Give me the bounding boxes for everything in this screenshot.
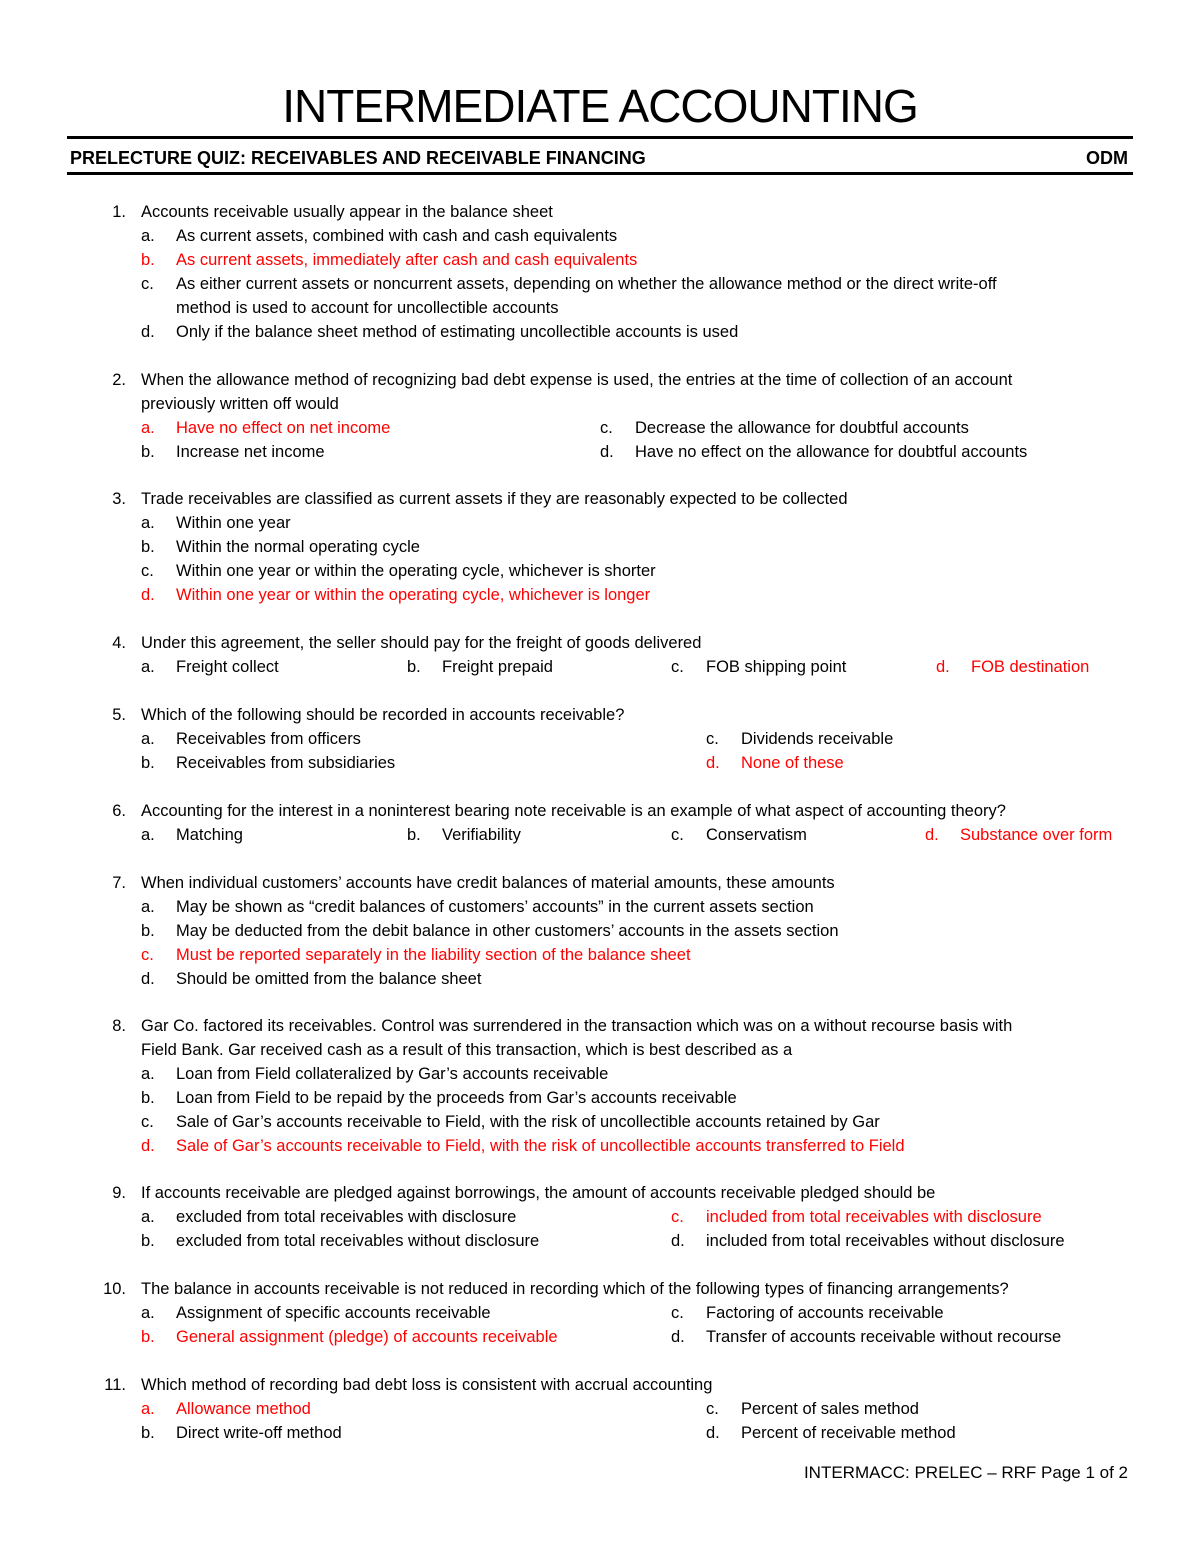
answer-option [0, 943, 1200, 967]
question-number: 8. [112, 1017, 126, 1035]
option-letter: b. [141, 251, 155, 269]
question-line [0, 799, 1200, 823]
option-text: Loan from Field collateralized by Gar’s accounts receivable [176, 1065, 609, 1083]
option-letter: d. [925, 826, 939, 844]
option-letter: c. [671, 1208, 684, 1226]
answer-option [0, 440, 1200, 464]
option-text: Must be reported separately in the liability section of the balance sheet [176, 946, 691, 964]
answer-option [0, 1325, 1200, 1349]
option-text: General assignment (pledge) of accounts receivable [176, 1328, 558, 1346]
option-text: Verifiability [442, 826, 521, 844]
answer-option [0, 727, 1200, 751]
question-line [0, 1277, 1200, 1301]
question-line [0, 631, 1200, 655]
option-text: Have no effect on the allowance for doubtful accounts [635, 443, 1028, 461]
option-letter: d. [706, 1424, 720, 1442]
question-line [0, 392, 1200, 416]
question-line [0, 200, 1200, 224]
option-text: method is used to account for uncollectible accounts [176, 299, 559, 317]
option-letter: b. [407, 826, 421, 844]
option-letter: a. [141, 419, 155, 437]
option-text: excluded from total receivables with disclosure [176, 1208, 517, 1226]
question-number: 3. [112, 490, 126, 508]
option-text: Assignment of specific accounts receivable [176, 1304, 491, 1322]
question-number: 11. [104, 1376, 126, 1394]
option-letter: d. [600, 443, 614, 461]
option-text: Have no effect on net income [176, 419, 391, 437]
answer-option [0, 919, 1200, 943]
option-text: Sale of Gar’s accounts receivable to Field, with the risk of uncollectible accounts retained by Gar [176, 1113, 880, 1131]
option-text: Freight prepaid [442, 658, 553, 676]
option-text: Direct write-off method [176, 1424, 342, 1442]
option-letter: c. [671, 826, 684, 844]
option-letter: a. [141, 1065, 155, 1083]
option-text: Within one year or within the operating cycle, whichever is shorter [176, 562, 656, 580]
header-rule-bottom [67, 172, 1133, 175]
answer-option [0, 1086, 1200, 1110]
option-text: Dividends receivable [741, 730, 894, 748]
option-text: Freight collect [176, 658, 279, 676]
option-letter: c. [706, 730, 719, 748]
option-text: Only if the balance sheet method of estimating uncollectible accounts is used [176, 323, 739, 341]
option-letter: b. [141, 1328, 155, 1346]
option-letter: d. [671, 1232, 685, 1250]
question-line [0, 487, 1200, 511]
option-letter: a. [141, 227, 155, 245]
option-letter: c. [671, 658, 684, 676]
option-text: Within one year [176, 514, 291, 532]
answer-option [0, 535, 1200, 559]
answer-option [0, 1301, 1200, 1325]
answer-option [0, 224, 1200, 248]
question-text: Which of the following should be recorded in accounts receivable? [141, 706, 625, 724]
question-text: Accounts receivable usually appear in the balance sheet [141, 203, 553, 221]
option-letter: d. [141, 1137, 155, 1155]
question-text: Trade receivables are classified as current assets if they are reasonably expected to be collected [141, 490, 848, 508]
option-letter: b. [141, 1232, 155, 1250]
option-letter: c. [600, 419, 613, 437]
answer-option [0, 751, 1200, 775]
answer-option [0, 511, 1200, 535]
question-line [0, 871, 1200, 895]
option-text: Increase net income [176, 443, 325, 461]
question-number: 4. [112, 634, 126, 652]
option-text: May be deducted from the debit balance in other customers’ accounts in the assets section [176, 922, 839, 940]
question-text: The balance in accounts receivable is not reduced in recording which of the following types of financing arrangements? [141, 1280, 1009, 1298]
option-letter: d. [141, 323, 155, 341]
option-text: Receivables from subsidiaries [176, 754, 396, 772]
option-text: May be shown as “credit balances of customers’ accounts” in the current assets section [176, 898, 814, 916]
question-number: 10. [103, 1280, 126, 1298]
question-number: 5. [112, 706, 126, 724]
option-text: Conservatism [706, 826, 807, 844]
answer-option [0, 559, 1200, 583]
option-letter: b. [141, 1424, 155, 1442]
option-letter: a. [141, 730, 155, 748]
question-line [0, 1181, 1200, 1205]
question-number: 1. [112, 203, 126, 221]
option-text: Decrease the allowance for doubtful accounts [635, 419, 969, 437]
answer-option [0, 1229, 1200, 1253]
option-letter: d. [141, 586, 155, 604]
option-letter: c. [141, 946, 154, 964]
question-number: 6. [112, 802, 126, 820]
option-letter: a. [141, 1400, 155, 1418]
question-text: If accounts receivable are pledged against borrowings, the amount of accounts receivable pledged should be [141, 1184, 936, 1202]
option-text: excluded from total receivables without disclosure [176, 1232, 540, 1250]
option-text: None of these [741, 754, 844, 772]
question-text: Gar Co. factored its receivables. Control was surrendered in the transaction which was on a without recourse basis with [141, 1017, 1013, 1035]
option-text: Allowance method [176, 1400, 311, 1418]
answer-option [0, 895, 1200, 919]
option-letter: b. [141, 754, 155, 772]
question-line [0, 1373, 1200, 1397]
option-text: Matching [176, 826, 243, 844]
option-text: Percent of receivable method [741, 1424, 956, 1442]
option-text: Factoring of accounts receivable [706, 1304, 944, 1322]
option-letter: a. [141, 826, 155, 844]
question-number: 9. [112, 1184, 126, 1202]
option-text: Within the normal operating cycle [176, 538, 420, 556]
option-letter: c. [141, 562, 154, 580]
option-text: included from total receivables with disclosure [706, 1208, 1042, 1226]
answer-option [0, 320, 1200, 344]
option-letter: a. [141, 1304, 155, 1322]
question-number: 2. [112, 371, 126, 389]
option-text: Substance over form [960, 826, 1113, 844]
option-letter: a. [141, 898, 155, 916]
option-letter: b. [141, 1089, 155, 1107]
question-text: Under this agreement, the seller should pay for the freight of goods delivered [141, 634, 702, 652]
answer-option [0, 1062, 1200, 1086]
answer-option [0, 583, 1200, 607]
option-text: Percent of sales method [741, 1400, 919, 1418]
option-letter: d. [671, 1328, 685, 1346]
answer-option [0, 1110, 1200, 1134]
option-text: Within one year or within the operating cycle, whichever is longer [176, 586, 651, 604]
answer-option [0, 296, 1200, 320]
document-title: INTERMEDIATE ACCOUNTING [282, 80, 918, 132]
option-text: Transfer of accounts receivable without recourse [706, 1328, 1062, 1346]
answer-option [0, 1134, 1200, 1158]
option-letter: b. [141, 443, 155, 461]
quiz-subtitle: PRELECTURE QUIZ: RECEIVABLES AND RECEIVABLE FINANCING [70, 148, 646, 168]
question-text: When the allowance method of recognizing bad debt expense is used, the entries at the time of collection of an account [141, 371, 1013, 389]
option-letter: a. [141, 1208, 155, 1226]
header-rule-top [67, 136, 1133, 139]
question-text: Which method of recording bad debt loss is consistent with accrual accounting [141, 1376, 713, 1394]
answer-option [0, 823, 1200, 847]
answer-option [0, 967, 1200, 991]
option-text: As current assets, combined with cash and cash equivalents [176, 227, 618, 245]
option-letter: d. [936, 658, 950, 676]
option-text: FOB shipping point [706, 658, 847, 676]
quiz-subtitle-bar [70, 144, 1128, 172]
option-letter: a. [141, 514, 155, 532]
answer-option [0, 1205, 1200, 1229]
author-initials: ODM [1086, 148, 1128, 168]
answer-option [0, 272, 1200, 296]
option-letter: d. [141, 970, 155, 988]
option-letter: c. [141, 275, 154, 293]
option-text: Receivables from officers [176, 730, 361, 748]
question-number: 7. [112, 874, 126, 892]
option-text: FOB destination [971, 658, 1090, 676]
question-text: previously written off would [141, 395, 339, 413]
option-text: Should be omitted from the balance sheet [176, 970, 482, 988]
question-line [0, 703, 1200, 727]
question-line [0, 1038, 1200, 1062]
option-letter: b. [141, 922, 155, 940]
option-text: Sale of Gar’s accounts receivable to Field, with the risk of uncollectible accounts transferred to Field [176, 1137, 905, 1155]
option-letter: c. [706, 1400, 719, 1418]
question-text: Field Bank. Gar received cash as a result of this transaction, which is best described as a [141, 1041, 793, 1059]
option-text: included from total receivables without disclosure [706, 1232, 1065, 1250]
answer-option [0, 416, 1200, 440]
option-letter: d. [706, 754, 720, 772]
option-letter: b. [407, 658, 421, 676]
option-text: As either current assets or noncurrent assets, depending on whether the allowance method or the direct write-off [176, 275, 997, 293]
option-letter: a. [141, 658, 155, 676]
question-line [0, 1014, 1200, 1038]
option-text: Loan from Field to be repaid by the proceeds from Gar’s accounts receivable [176, 1089, 737, 1107]
question-text: When individual customers’ accounts have credit balances of material amounts, these amounts [141, 874, 835, 892]
option-letter: c. [671, 1304, 684, 1322]
question-line [0, 368, 1200, 392]
answer-option [0, 1421, 1200, 1445]
answer-option [0, 1397, 1200, 1421]
page-footer: INTERMACC: PRELEC – RRF Page 1 of 2 [803, 1463, 1128, 1482]
question-text: Accounting for the interest in a noninterest bearing note receivable is an example of what aspect of accounting theory? [141, 802, 1006, 820]
answer-option [0, 655, 1200, 679]
option-letter: c. [141, 1113, 154, 1131]
option-text: As current assets, immediately after cash and cash equivalents [176, 251, 638, 269]
option-letter: b. [141, 538, 155, 556]
answer-option [0, 248, 1200, 272]
